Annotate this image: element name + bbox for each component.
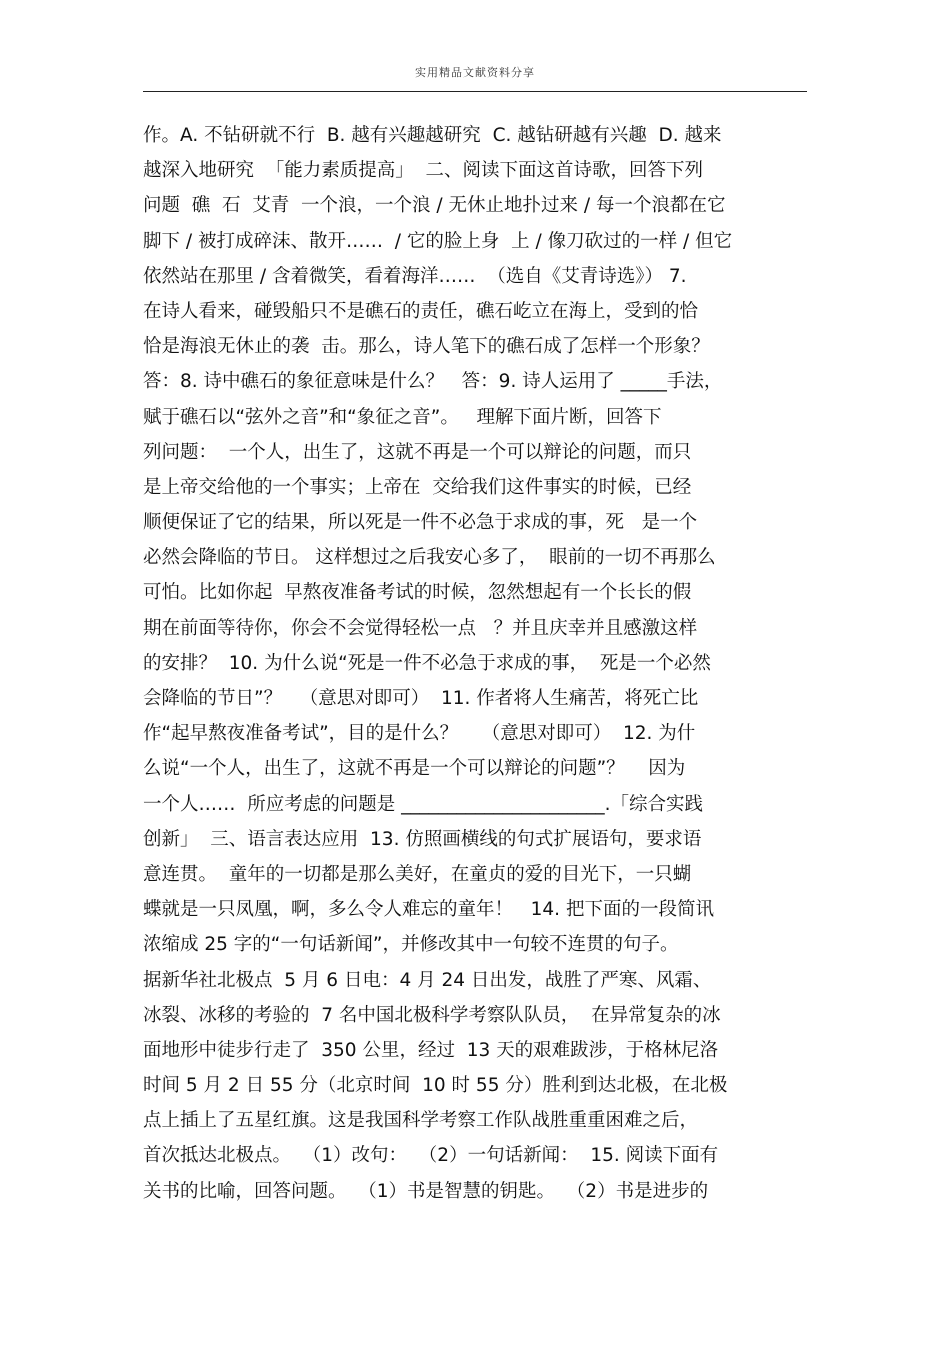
text-line: 在诗人看来，碰毁船只不是礁石的责任，礁石屹立在海上，受到的恰 xyxy=(143,300,699,322)
header-divider xyxy=(143,91,807,92)
text-line: 赋于礁石以“弦外之音”和“象征之音”。 理解下面片断，回答下 xyxy=(143,406,662,428)
text-line: 的安排？ 10. 为什么说“死是一件不必急于求成的事， 死是一个必然 xyxy=(143,652,711,674)
text-line: 可怕。比如你起 早熬夜准备考试的时候，忽然想起有一个长长的假 xyxy=(143,582,692,604)
text-line: 作“起早熬夜准备考试”，目的是什么？ （意思对即可） 12. 为什 xyxy=(143,723,696,745)
text-line: 点上插上了五星红旗。这是我国科学考察工作队战胜重重困难之后， xyxy=(143,1110,699,1132)
text-line: 么说“一个人，出生了，这就不再是一个可以辩论的问题”？ 因为 xyxy=(143,758,686,780)
text-line: 首次抵达北极点。 （1）改句： （2）一句话新闻： 15. 阅读下面有 xyxy=(143,1145,719,1167)
text-line: 顺便保证了它的结果，所以死是一件不必急于求成的事，死 是一个 xyxy=(143,512,698,534)
text-line: 依然站在那里 / 含着微笑，看着海洋…… （选自《艾青诗选》） 7. xyxy=(143,265,687,287)
text-line: 脚下 / 被打成碎沫、散开…… / 它的脸上身 上 / 像刀砍过的一样 / 但它 xyxy=(143,230,733,252)
text-line: 期在前面等待你，你会不会觉得轻松一点 ？并且庆幸并且感激这样 xyxy=(143,617,698,639)
text-line: 作。A. 不钻研就不行 B. 越有兴趣越研究 C. 越钻研越有兴趣 D. 越来 xyxy=(143,125,722,146)
page-header: 实用精品文献资料分享 xyxy=(415,66,535,79)
text-line: 意连贯。 童年的一切都是那么美好，在童贞的爱的目光下，一只蝴 xyxy=(143,863,692,885)
text-line: 列问题： 一个人，出生了，这就不再是一个可以辩论的问题，而只 xyxy=(143,441,692,463)
text-line: 恰是海浪无休止的袭 击。那么，诗人笔下的礁石成了怎样一个形象？ xyxy=(143,336,710,358)
text-line: 问题 礁 石 艾青 一个浪，一个浪 / 无休止地扑过来 / 每一个浪都在它 xyxy=(143,195,726,217)
text-line: 面地形中徒步行走了 350 公里，经过 13 天的艰难跋涉，于格林尼洛 xyxy=(143,1039,719,1061)
text-line: 一个人…… 所应考虑的问题是 ______________________.「综合实践 xyxy=(143,793,704,815)
text-line: 是上帝交给他的一个事实；上帝在 交给我们这件事实的时候，已经 xyxy=(143,476,692,498)
text-line: 蝶就是一只凤凰，啊，多么令人难忘的童年！ 14. 把下面的一段简讯 xyxy=(143,899,714,921)
text-line: 时间 5 月 2 日 55 分（北京时间 10 时 55 分）胜利到达北极，在北极 xyxy=(143,1075,728,1097)
text-line: 会降临的节日”？ （意思对即可） 11. 作者将人生痛苦，将死亡比 xyxy=(143,688,699,709)
text-line: 关书的比喻，回答问题。 （1）书是智慧的钥匙。 （2）书是进步的 xyxy=(143,1180,709,1202)
text-line: 答：8. 诗中礁石的象征意味是什么？ 答：9. 诗人运用了 _____手法， xyxy=(143,371,723,393)
text-line: 越深入地研究 「能力素质提高」 二、阅读下面这首诗歌，回答下列 xyxy=(143,160,704,182)
text-line: 据新华社北极点 5 月 6 日电：4 月 24 日出发，战胜了严寒、风霜、 xyxy=(143,969,712,991)
text-line: 浓缩成 25 字的“一句话新闻”，并修改其中一句较不连贯的句子。 xyxy=(143,934,679,956)
text-line: 创新」 三、语言表达应用 13. 仿照画横线的句式扩展语句，要求语 xyxy=(143,828,702,850)
text-line: 冰裂、冰移的考验的 7 名中国北极科学考察队队员， 在异常复杂的冰 xyxy=(143,1004,721,1026)
text-line: 必然会降临的节日。 这样想过之后我安心多了， 眼前的一切不再那么 xyxy=(143,547,716,569)
body-text xyxy=(143,118,818,1209)
